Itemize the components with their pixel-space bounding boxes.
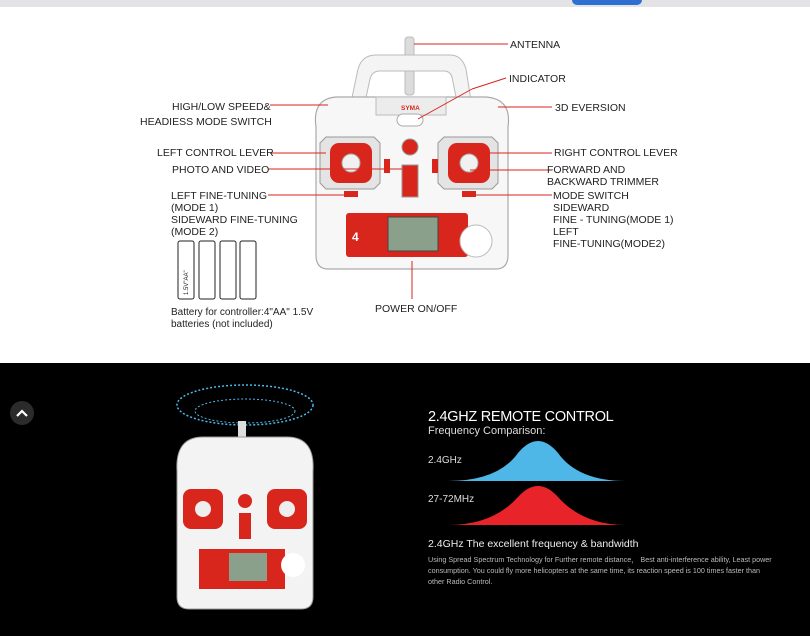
callout-photo-video: PHOTO AND VIDEO [172, 164, 270, 176]
side-trim-left [384, 159, 390, 173]
callout-left-fine-tuning: LEFT FINE-TUNING (MODE 1) SIDEWARD FINE-TUNING (MODE 2) [171, 190, 298, 238]
band1-label: 2.4GHz [428, 455, 462, 466]
band2-wave [448, 486, 626, 525]
lcd-screen [388, 217, 438, 251]
callout-right-control-lever: RIGHT CONTROL LEVER [554, 147, 678, 159]
chevron-up-icon [10, 401, 34, 425]
left-trim [344, 191, 358, 197]
controller-photo [165, 363, 345, 636]
remote-subtitle: Frequency Comparison: [428, 425, 546, 437]
battery-note: Battery for controller:4"AA" 1.5V batteries (not included) [171, 307, 314, 330]
callout-mode-switch: MODE SWITCH SIDEWARD FINE - TUNING(MODE 1) LEFT FINE-TUNING(MODE2) [553, 190, 674, 250]
callout-3d-eversion: 3D EVERSION [555, 102, 626, 114]
banner-image-fragment [572, 0, 642, 5]
controller-diagram-section [0, 7, 810, 363]
callout-high-low-speed: HIGH/LOW SPEED& [172, 101, 271, 113]
remote-control-section [0, 363, 810, 636]
right-stick [460, 154, 478, 172]
frequency-comparison-graphic [448, 433, 628, 543]
center-trim-slot [402, 165, 418, 197]
right-trim [462, 191, 476, 197]
battery-label: 1.5V"AA" [184, 270, 190, 295]
callout-forward-backward: FORWARD AND BACKWARD TRIMMER [547, 164, 660, 188]
callout-headless-mode: HEADIESS MODE SWITCH [140, 116, 272, 128]
side-trim-right [432, 159, 438, 173]
callout-indicator: INDICATOR [509, 73, 566, 85]
signal-wave-icon [177, 385, 313, 425]
remote-headline: 2.4GHz The excellent frequency & bandwidth [428, 538, 639, 550]
channel-badge-text: 4 [352, 230, 359, 244]
callout-antenna: ANTENNA [510, 39, 561, 51]
indicator-light [397, 114, 423, 126]
scroll-to-top-button[interactable] [10, 401, 34, 425]
callout-left-control-lever: LEFT CONTROL LEVER [157, 147, 274, 159]
remote-description: Using Spread Spectrum Technology for Further remote distance， Best anti-interference ability, Least power consumption. You could fly more helicopters at the same time, its reaction speed is 100 times faster than other Radio Control. [428, 555, 772, 586]
band2-label: 27-72MHz [428, 494, 475, 505]
band1-wave [448, 441, 626, 481]
callout-power: POWER ON/OFF [375, 303, 458, 315]
remote-title: 2.4GHZ REMOTE CONTROL [428, 409, 614, 425]
top-banner-strip [0, 0, 810, 7]
brand-logo: SYMA [401, 105, 420, 112]
power-button [460, 225, 492, 257]
photo-video-button [402, 139, 418, 155]
